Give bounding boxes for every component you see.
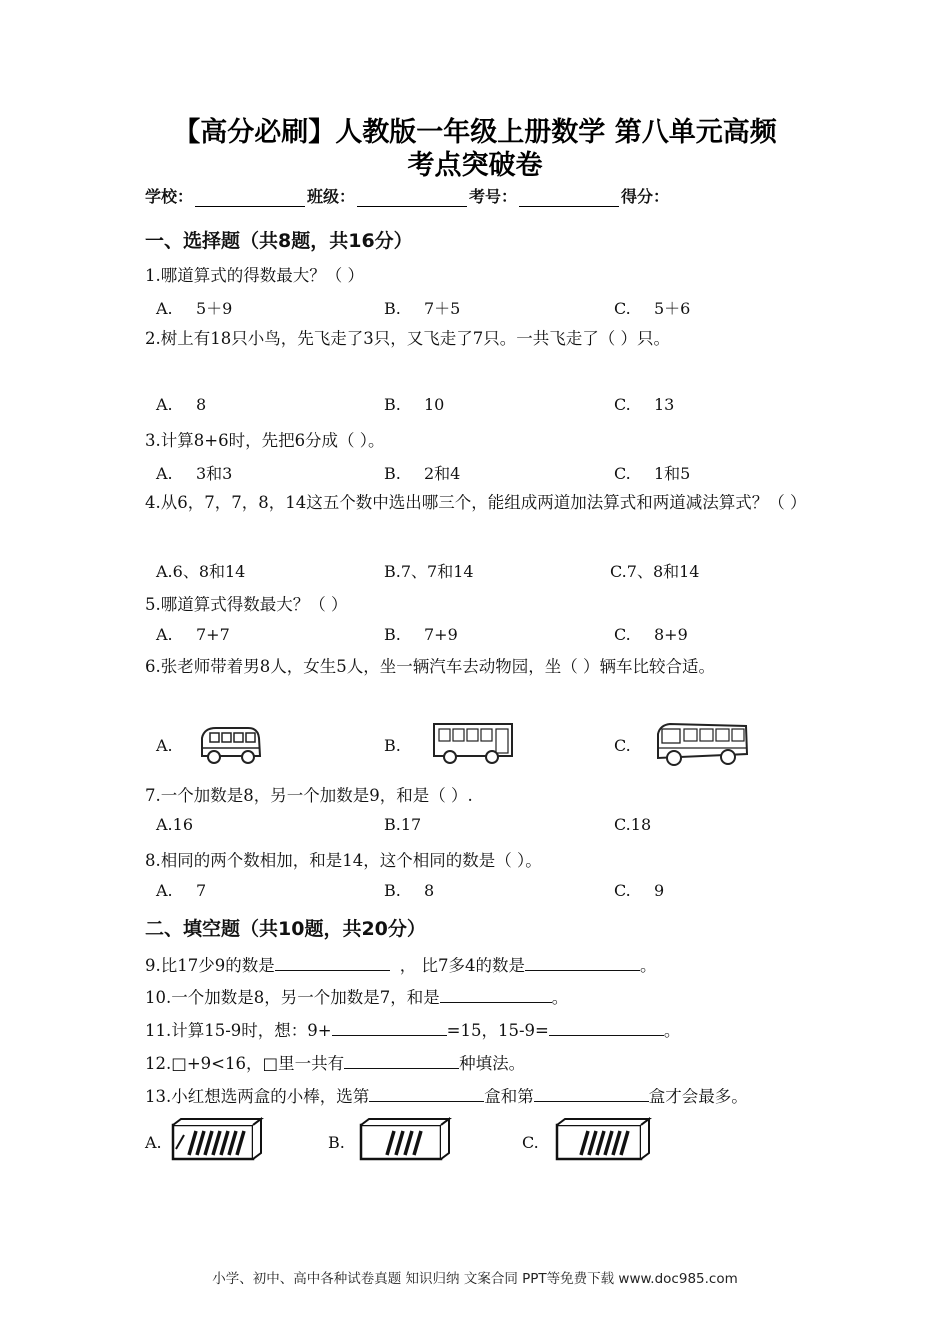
school-blank[interactable] [195,188,305,207]
question-5: 5.哪道算式得数最大？（ ） [145,595,348,614]
q6-option-b-label[interactable]: B. [384,736,401,755]
q8-option-c[interactable]: C. 9 [614,881,665,900]
q6-option-c-label[interactable]: C. [614,736,631,755]
stick-box-b-image [358,1117,454,1167]
question-10: 10.一个加数是8，另一个加数是7，和是 。 [145,988,569,1007]
q13-blank-1[interactable] [369,1085,484,1102]
q7-option-a[interactable]: A.16 [156,815,193,834]
question-6: 6.张老师带着男8人，女生5人，坐一辆汽车去动物园，坐（ ）辆车比较合适。 [145,657,715,676]
q4-option-a[interactable]: A.6、8和14 [156,562,246,581]
q1-option-b[interactable]: B. 7＋5 [384,299,461,318]
question-3: 3.计算8+6时，先把6分成（ ）。 [145,431,385,450]
score-label: 得分： [621,187,670,206]
q2-option-c[interactable]: C. 13 [614,395,675,414]
q10-blank[interactable] [440,986,552,1003]
question-2: 2.树上有18只小鸟，先飞走了3只，又飞走了7只。一共飞走了（ ）只。 [145,329,670,348]
q4-option-c[interactable]: C.7、8和14 [610,562,700,581]
number-blank[interactable] [519,188,619,207]
q7-option-c[interactable]: C.18 [614,815,652,834]
question-11: 11.计算15-9时，想：9+ =15，15-9= 。 [145,1021,681,1040]
question-13: 13.小红想选两盒的小棒，选第 盒和第 盒才会最多。 [145,1087,748,1106]
coach-bus-image [654,720,750,772]
student-info-row [145,184,669,207]
stick-box-a-image [170,1117,266,1167]
city-bus-image [432,720,514,770]
class-label: 班级： [307,187,356,206]
q6-option-a-label[interactable]: A. [156,736,173,755]
q13-option-b-label[interactable]: B. [328,1133,345,1152]
q5-option-a[interactable]: A. 7+7 [156,625,230,644]
exam-title-line1: 【高分必刷】人教版一年级上册数学 第八单元高频 [173,117,777,148]
q9-blank-1[interactable] [275,954,390,971]
q11-blank-2[interactable] [549,1019,664,1036]
q3-option-c[interactable]: C. 1和5 [614,464,691,483]
school-label: 学校： [145,187,194,206]
question-8: 8.相同的两个数相加，和是14，这个相同的数是（ ）。 [145,851,542,870]
q2-option-b[interactable]: B. 10 [384,395,445,414]
question-4: 4.从6，7，7，8，14这五个数中选出哪三个，能组成两道加法算式和两道减法算式？（ ） [145,493,807,512]
q8-option-a[interactable]: A. 7 [156,881,207,900]
q9-blank-2[interactable] [525,954,640,971]
q1-option-c[interactable]: C. 5＋6 [614,299,691,318]
q12-blank[interactable] [344,1052,459,1069]
q7-option-b[interactable]: B.17 [384,815,422,834]
q5-option-c[interactable]: C. 8+9 [614,625,688,644]
exam-title-line2: 考点突破卷 [407,150,543,181]
q1-option-a[interactable]: A. 5＋9 [156,299,233,318]
question-7: 7.一个加数是8，另一个加数是9，和是（ ）. [145,786,473,805]
q4-option-b[interactable]: B.7、7和14 [384,562,474,581]
question-9: 9.比17少9的数是 ， 比7多4的数是 。 [145,956,657,975]
q2-option-a[interactable]: A. 8 [156,395,207,414]
section-choice-heading: 一、选择题（共8题，共16分） [145,230,413,252]
q13-blank-2[interactable] [534,1085,649,1102]
footer-text: 小学、初中、高中各种试卷真题 知识归纳 文案合同 PPT等免费下载 www.doc985.com [212,1271,738,1287]
q13-option-c-label[interactable]: C. [522,1133,539,1152]
question-1: 1.哪道算式的得数最大？（ ） [145,266,364,285]
q13-option-a-label[interactable]: A. [145,1133,162,1152]
question-12: 12.□+9<16，□里一共有 种填法。 [145,1054,526,1073]
q5-option-b[interactable]: B. 7+9 [384,625,458,644]
class-blank[interactable] [357,188,467,207]
minibus-image [196,722,264,770]
number-label: 考号： [469,187,518,206]
q3-option-b[interactable]: B. 2和4 [384,464,461,483]
q8-option-b[interactable]: B. 8 [384,881,435,900]
q11-blank-1[interactable] [332,1019,447,1036]
section-fill-heading: 二、填空题（共10题，共20分） [145,918,426,940]
q3-option-a[interactable]: A. 3和3 [156,464,233,483]
stick-box-c-image [554,1117,654,1167]
